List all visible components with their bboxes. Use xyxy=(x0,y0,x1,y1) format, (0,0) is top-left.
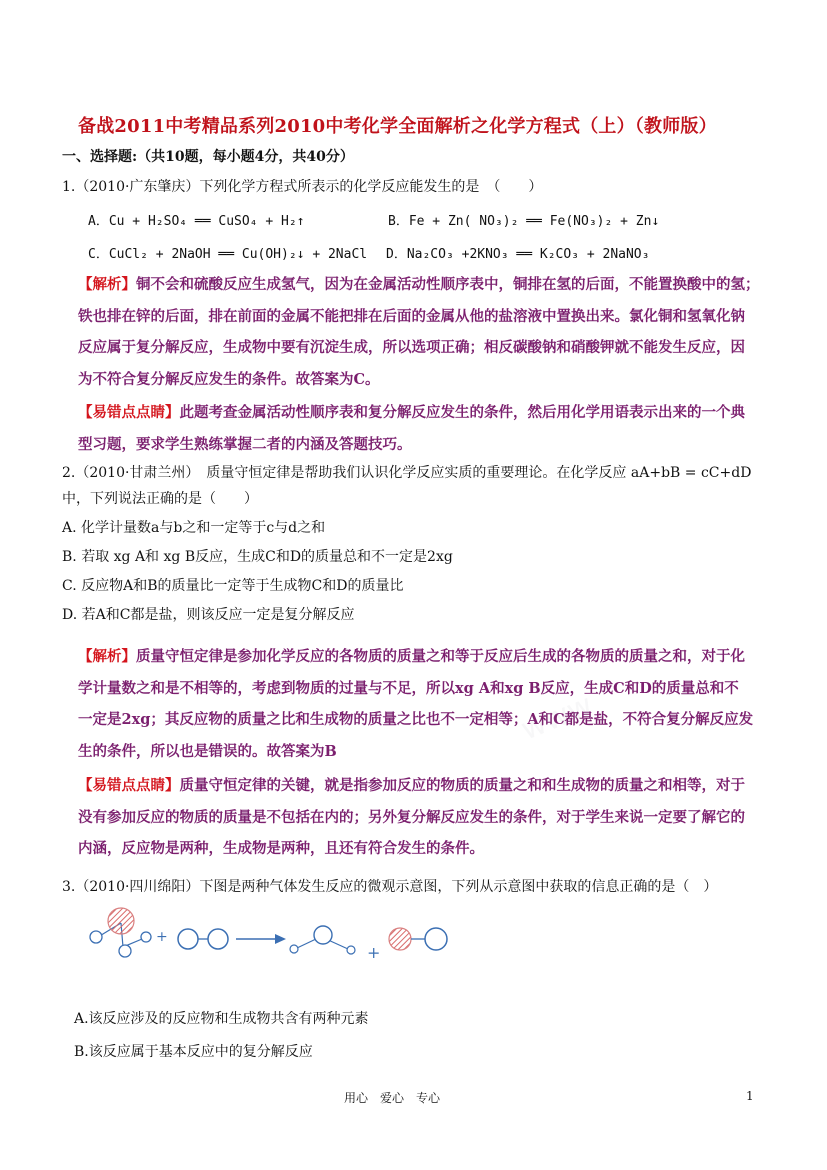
page-footer: 用心 爱心 专心 xyxy=(344,1091,441,1105)
watermark: www xyxy=(516,687,598,748)
reactant-molecule-1 xyxy=(90,908,151,957)
error-line: 内涵，反应物是两种，生成物是两种，且还有符合发生的条件。 xyxy=(78,840,484,857)
question-2-option-a: A. 化学计量数a与b之和一定等于c与d之和 xyxy=(62,520,326,536)
question-1-option-a: A．Cu + H₂SO₄ ══ CuSO₄ + H₂↑ xyxy=(88,214,305,229)
error-line: 没有参加反应的物质的质量是不包括在内的；另外复分解反应发生的条件，对于学生来说一定要了解它的 xyxy=(78,808,745,826)
question-2-stem-line-1: 2.（2010·甘肃兰州） 质量守恒定律是帮助我们认识化学反应实质的重要理论。在化学反应 aA+bB = cC+dD xyxy=(62,465,752,481)
analysis-line: 一定是2xg；其反应物的质量之比和生成物的质量之比也不一定相等；A和C都是盐，不符合复分解反应发 xyxy=(78,711,754,728)
question-3-option-b: B.该反应属于基本反应中的复分解反应 xyxy=(74,1044,313,1060)
error-tag: 【易错点点睛】 xyxy=(78,404,180,421)
error-line: 型习题，要求学生熟练掌握二者的内涵及答题技巧。 xyxy=(78,435,412,453)
question-1-stem: 1.（2010·广东肇庆）下列化学方程式所表示的化学反应能发生的是 （ ） xyxy=(62,179,543,195)
question-3-stem: 3.（2010·四川绵阳）下图是两种气体发生反应的微观示意图，下列从示意图中获取的信息正确的是（ ） xyxy=(62,879,718,895)
question-2-error-tips xyxy=(78,770,745,865)
reactant-molecule-2 xyxy=(178,929,228,949)
section-heading: 一、选择题:（共10题，每小题4分，共40分） xyxy=(62,149,354,165)
question-1-option-c: C．CuCl₂ + 2NaOH ══ Cu(OH)₂↓ + 2NaCl xyxy=(88,247,368,262)
question-2-option-c: C. 反应物A和B的质量比一定等于生成物C和D的质量比 xyxy=(62,578,404,594)
page-number: 1 xyxy=(746,1089,754,1103)
question-3-option-a: A.该反应涉及的反应物和生成物共含有两种元素 xyxy=(74,1011,369,1027)
error-line: 【易错点点睛】质量守恒定律的关键，就是指参加反应的物质的质量之和和生成物的质量之和相等，对于 xyxy=(78,777,745,794)
question-2-option-d: D. 若A和C都是盐，则该反应一定是复分解反应 xyxy=(62,607,355,623)
analysis-line: 铁也排在锌的后面，排在前面的金属不能把排在后面的金属从他的盐溶液中置换出来。氯化铜和氢氧化钠 xyxy=(78,307,745,325)
question-2-option-b: B. 若取 xg A和 xg B反应，生成C和D的质量总和不一定是2xg xyxy=(62,549,453,565)
plus-sign: + xyxy=(156,929,168,945)
analysis-line: 学计量数之和是不相等的，考虑到物质的过量与不足，所以xg A和xg B反应，生成C和D的质量总和不 xyxy=(78,679,739,697)
question-1-analysis xyxy=(78,269,760,395)
document-title: 备战2011中考精品系列2010中考化学全面解析之化学方程式（上）（教师版） xyxy=(78,116,717,137)
reaction-diagram xyxy=(80,905,460,975)
question-2-stem-line-2: 中，下列说法正确的是（ ） xyxy=(62,491,258,507)
question-1-option-d: D．Na₂CO₃ +2KNO₃ ══ K₂CO₃ + 2NaNO₃ xyxy=(386,247,650,262)
analysis-tag: 【解析】 xyxy=(78,276,136,293)
error-tag: 【易错点点睛】 xyxy=(78,777,180,794)
analysis-line: 生的条件，所以也是错误的。故答案为B xyxy=(78,742,337,760)
error-line: 【易错点点睛】此题考查金属活动性顺序表和复分解反应发生的条件，然后用化学用语表示出来的一个典 xyxy=(78,404,745,421)
question-2-analysis xyxy=(78,641,753,767)
analysis-line: 为不符合复分解反应发生的条件。故答案为C。 xyxy=(78,370,380,388)
plus-sign: + xyxy=(367,943,381,962)
reaction-arrow xyxy=(236,934,286,944)
analysis-line: 反应属于复分解反应，生成物中要有沉淀生成，所以选项正确；相反碳酸钠和硝酸钾就不能发生反应，因 xyxy=(78,339,745,356)
analysis-line: 【解析】铜不会和硫酸反应生成氢气，因为在金属活动性顺序表中，铜排在氢的后面，不能置换酸中的氢； xyxy=(78,276,760,293)
analysis-tag: 【解析】 xyxy=(78,648,136,665)
question-1-option-b: B．Fe + Zn( NO₃)₂ ══ Fe(NO₃)₂ + Zn↓ xyxy=(388,214,660,229)
product-molecule-1 xyxy=(290,926,355,954)
question-1-error-tips xyxy=(78,397,745,460)
analysis-line: 【解析】质量守恒定律是参加化学反应的各物质的质量之和等于反应后生成的各物质的质量之和，对于化 xyxy=(78,648,745,665)
product-molecule-2 xyxy=(389,928,447,950)
